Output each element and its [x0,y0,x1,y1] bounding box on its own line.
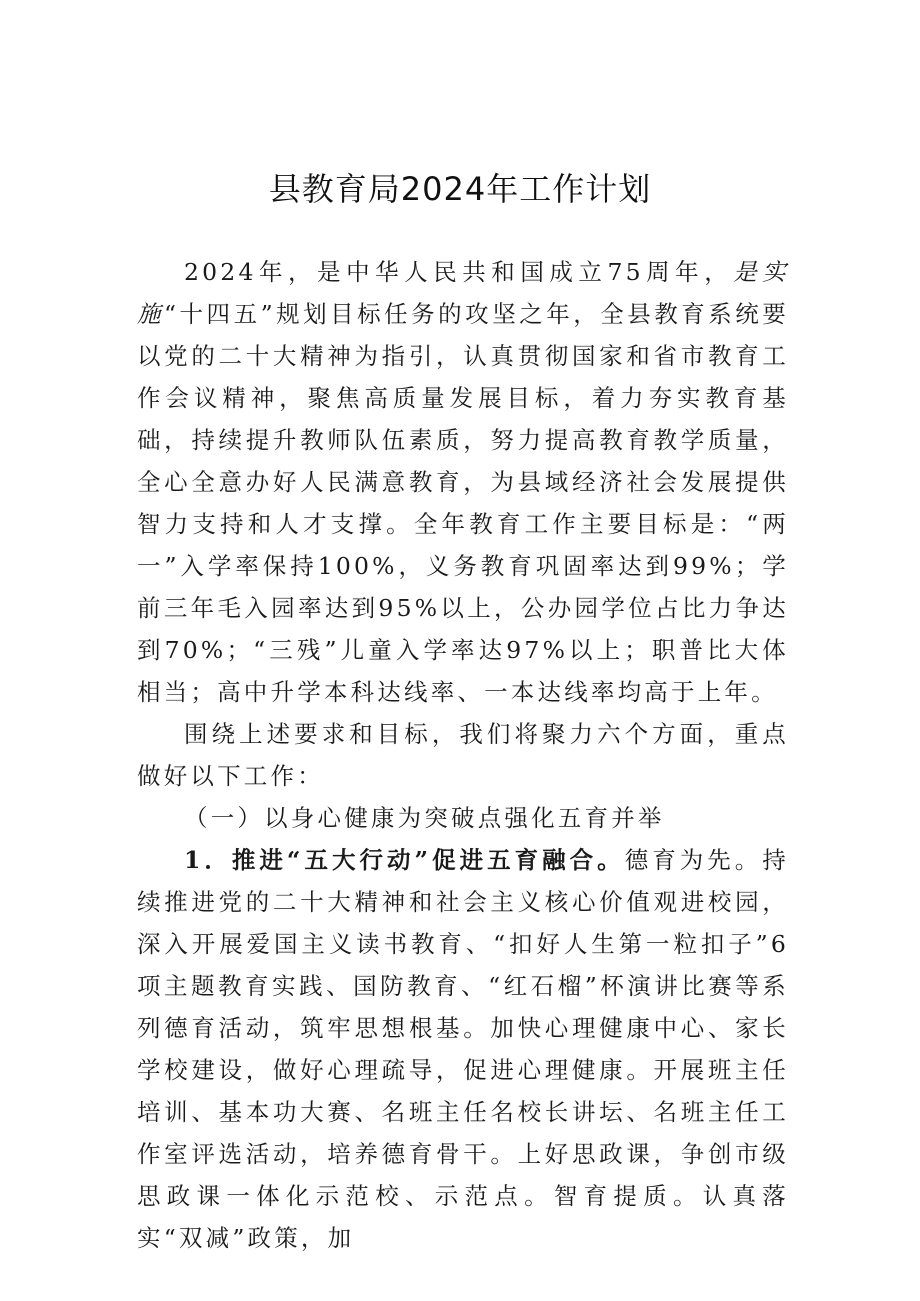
item-1-heading: 1．推进“五大行动”促进五育融合。 [184,846,625,874]
intro-paragraph [137,251,789,713]
document-body [137,251,789,1259]
intro-emphasis: 是实施 [137,258,789,328]
item-1-paragraph [137,839,789,1259]
transition-paragraph: 围绕上述要求和目标，我们将聚力六个方面，重点做好以下工作： [137,720,789,790]
intro-rest: “十四五”规划目标任务的攻坚之年，全县教育系统要以党的二十大精神为指引，认真贯彻国家和省市教育工作会议精神，聚焦高质量发展目标，着力夯实教育基础，持续提升教师队伍素质，努力提高教育教学质量，全心全意办好人民满意教育，为县域经济社会发展提供智力支持和人才支撑。全年教育工作主要目标是：“两一”入学率保持100%，义务教育巩固率达到99%；学前三年毛入园率达到95%以上，公办园学位占比力争达到70%；“三残”儿童入学率达97%以上；职普比大体相当；高中升学本科达线率、一本达线率均高于上年。 [137,300,790,706]
intro-lead: 2024年，是中华人民共和国成立75周年， [184,258,734,286]
section-heading: （一）以身心健康为突破点强化五育并举 [184,804,665,832]
item-1-text: 德育为先。持续推进党的二十大精神和社会主义核心价值观进校园，深入开展爱国主义读书教育、“扣好人生第一粒扣子”6项主题教育实践、国防教育、“红石榴”杯演讲比赛等系列德育活动，筑牢思想根基。加快心理健康中心、家长学校建设，做好心理疏导，促进心理健康。开展班主任培训、基本功大赛、名班主任名校长讲坛、名班主任工作室评选活动，培养德育骨干。上好思政课，争创市级思政课一体化示范校、示范点。智育提质。认真落实“双减”政策，加 [137,846,789,1252]
document-title: 县教育局2024年工作计划 [268,170,652,208]
